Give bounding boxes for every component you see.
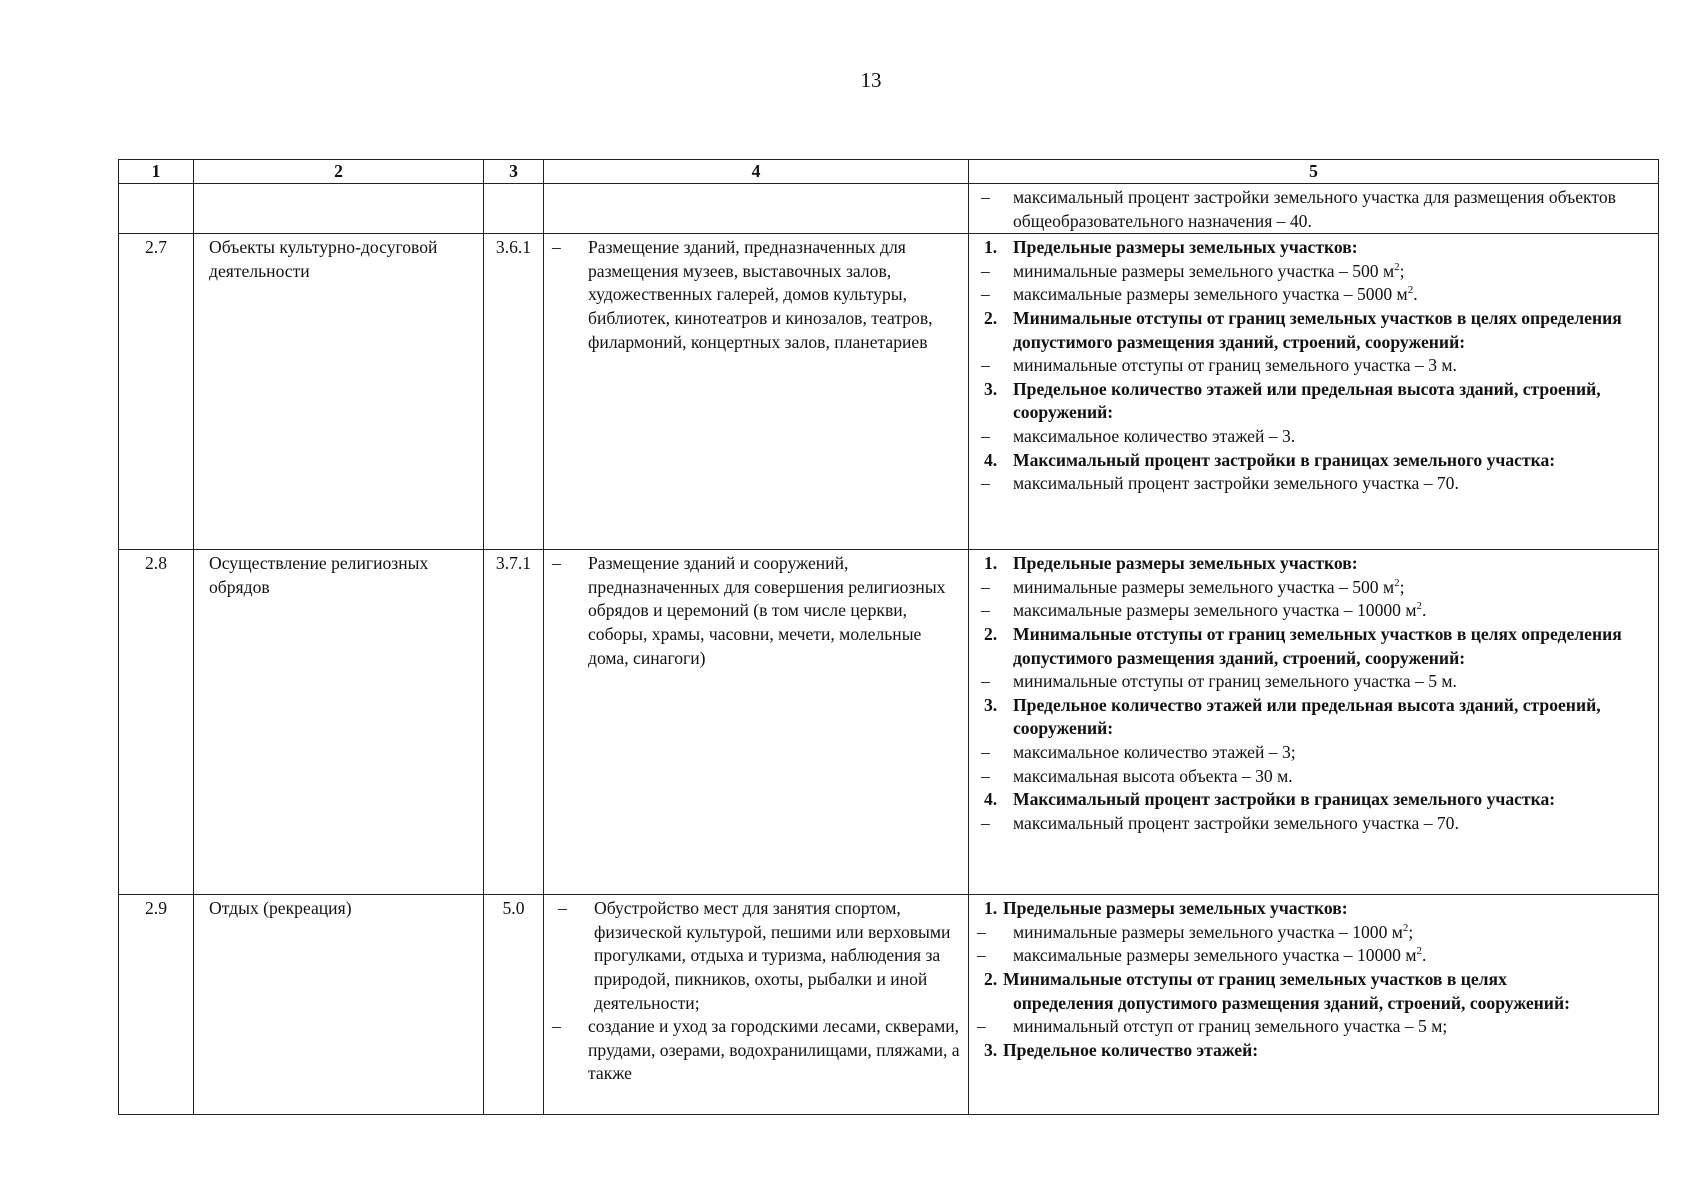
param-text-tail: . (1413, 284, 1418, 305)
param-line (969, 599, 1658, 623)
param-line (969, 670, 1658, 694)
param-line (969, 765, 1658, 789)
param-heading (969, 968, 1658, 1015)
param-text-main: максимальный процент застройки земельного участка – 70. (1013, 473, 1459, 494)
param-heading (969, 788, 1658, 812)
dash-marker: – (981, 741, 990, 762)
dash-marker: – (552, 1016, 561, 1037)
dash-marker: – (981, 425, 990, 446)
param-text (1013, 788, 1658, 812)
param-text-main: максимальные размеры земельного участка – 10000 м (1013, 945, 1417, 966)
param-heading (969, 236, 1658, 260)
use-description (544, 550, 969, 895)
param-line (969, 354, 1658, 378)
param-line (969, 944, 1658, 968)
param-text-main: Минимальные отступы от границ земельных участков в целях (1003, 968, 1507, 989)
param-text (1013, 425, 1658, 449)
dash-marker: – (981, 473, 990, 494)
dash-marker: – (981, 812, 990, 833)
param-text (1013, 236, 1658, 260)
param-heading (969, 623, 1658, 670)
param-text-main: Предельное количество этажей или предельная высота зданий, строений, сооружений: (1013, 378, 1601, 423)
param-text (1013, 670, 1658, 694)
use-description (544, 234, 969, 550)
param-text (1013, 741, 1658, 765)
param-text (1013, 694, 1658, 741)
header-col-4: 4 (544, 160, 969, 184)
section-number: 3. (984, 1039, 998, 1060)
param-text (1013, 260, 1658, 284)
dash-marker: – (981, 671, 990, 692)
param-text (1013, 765, 1658, 789)
unit-superscript: 2 (1416, 945, 1422, 958)
param-text-main: максимальные размеры земельного участка – 10000 м (1013, 600, 1417, 621)
param-text-main: максимальная высота объекта – 30 м. (1013, 765, 1293, 786)
dash-marker: – (977, 1016, 986, 1037)
param-text-main: Предельные размеры земельных участков: (1013, 237, 1358, 258)
use-name: Объекты культурно-досуговой деятельности (194, 234, 484, 550)
use-name: Осуществление религиозных обрядов (194, 550, 484, 895)
param-text-main: минимальные отступы от границ земельного участка – 5 м. (1013, 671, 1457, 692)
param-text (1003, 1039, 1658, 1063)
cont-cell-2 (194, 184, 484, 234)
unit-superscript: 2 (1394, 576, 1400, 589)
param-text (1013, 378, 1658, 425)
param-text-main: максимальное количество этажей – 3; (1013, 741, 1296, 762)
section-number: 2. (984, 307, 998, 328)
cont-params-cell (969, 184, 1659, 234)
description-text: создание и уход за городскими лесами, скверами, прудами, озерами, водохранилищами, пляжами, а также (588, 1016, 960, 1084)
param-text-main: Предельные размеры земельных участков: (1013, 553, 1358, 574)
use-parameters (969, 895, 1659, 1115)
description-item (544, 552, 968, 670)
description-item (544, 236, 968, 354)
use-code: 5.0 (484, 895, 544, 1115)
dash-marker: – (977, 945, 986, 966)
section-number: 2. (984, 968, 998, 989)
cont-cell-3 (484, 184, 544, 234)
param-text-main: Максимальный процент застройки в границах земельного участка: (1013, 449, 1556, 470)
param-text (1013, 812, 1658, 836)
param-text-main: Предельное количество этажей или предельная высота зданий, строений, сооружений: (1013, 694, 1601, 739)
param-text-main: минимальные размеры земельного участка – 500 м (1013, 576, 1395, 597)
table-row (119, 550, 1659, 895)
row-number: 2.7 (119, 234, 194, 550)
param-heading (969, 897, 1658, 921)
param-text-main: Предельное количество этажей: (1003, 1039, 1259, 1060)
continuation-row (119, 184, 1659, 234)
param-text-tail: ; (1399, 260, 1405, 281)
description-item (544, 897, 968, 1015)
dash-marker: – (981, 576, 990, 597)
description-text: Размещение зданий, предназначенных для размещения музеев, выставочных залов, художественных галерей, домов культуры, библиотек, кинотеатров и кинозалов, театров, филармоний, концертных залов, планетариев (588, 237, 933, 352)
table-row (119, 895, 1659, 1115)
param-line (969, 472, 1658, 496)
page-number: 13 (860, 68, 882, 92)
header-col-3: 3 (484, 160, 544, 184)
param-text (1013, 449, 1658, 473)
unit-superscript: 2 (1394, 260, 1400, 273)
row-number: 2.9 (119, 895, 194, 1115)
param-text (1013, 576, 1658, 600)
param-text (1003, 897, 1658, 921)
description-text: Размещение зданий и сооружений, предназначенных для совершения религиозных обрядов и церемоний (в том числе церкви, соборы, храмы, часовни, мечети, молельные дома, синагоги) (588, 553, 946, 668)
section-number: 3. (984, 694, 998, 715)
param-text (1013, 552, 1658, 576)
param-line (969, 283, 1658, 307)
cont-cell-1 (119, 184, 194, 234)
param-text-main: максимальные размеры земельного участка – 5000 м (1013, 284, 1408, 305)
param-heading (969, 1039, 1658, 1063)
row-number: 2.8 (119, 550, 194, 895)
param-line (969, 576, 1658, 600)
dash-marker: – (981, 600, 990, 621)
param-heading (969, 307, 1658, 354)
dash-marker: – (977, 921, 986, 942)
header-row (119, 160, 1659, 184)
param-text-tail: ; (1399, 576, 1405, 597)
param-text (1013, 623, 1658, 670)
dash-marker: – (552, 237, 561, 258)
dash-marker: – (981, 187, 990, 207)
param-text-main: Предельные размеры земельных участков: (1003, 898, 1348, 919)
param-text-main: минимальные отступы от границ земельного участка – 3 м. (1013, 355, 1457, 376)
param-line (969, 812, 1658, 836)
param-text-tail: . (1422, 600, 1427, 621)
param-text-main: минимальные размеры земельного участка – 1000 м (1013, 921, 1403, 942)
section-number: 4. (984, 449, 998, 470)
param-text (1003, 968, 1658, 1015)
dash-marker: – (558, 898, 567, 919)
param-text (1013, 283, 1658, 307)
cont-cell-4 (544, 184, 969, 234)
param-text (1013, 599, 1658, 623)
use-name: Отдых (рекреация) (194, 895, 484, 1115)
section-number: 1. (984, 237, 998, 258)
zoning-regulations-table (118, 159, 1659, 1115)
param-text (1013, 472, 1658, 496)
param-text-main: минимальные размеры земельного участка – 500 м (1013, 260, 1395, 281)
param-heading (969, 694, 1658, 741)
param-text-continuation: определения допустимого размещения зданий, строений, сооружений: (1013, 992, 1570, 1013)
param-text-main: Минимальные отступы от границ земельных участков в целях определения допустимого размещения зданий, строений, сооружений: (1013, 307, 1622, 352)
param-text-main: максимальный процент застройки земельного участка – 70. (1013, 812, 1459, 833)
section-number: 4. (984, 789, 998, 810)
param-line (969, 186, 1658, 233)
description-item (544, 1015, 968, 1086)
use-code: 3.6.1 (484, 234, 544, 550)
section-number: 1. (984, 553, 998, 574)
param-text-main: минимальный отступ от границ земельного участка – 5 м; (1013, 1016, 1448, 1037)
param-text (1013, 944, 1658, 968)
section-number: 1. (984, 898, 998, 919)
param-text-main: Минимальные отступы от границ земельных участков в целях определения допустимого размещения зданий, строений, сооружений: (1013, 623, 1622, 668)
header-col-5: 5 (969, 160, 1659, 184)
param-line (969, 1015, 1658, 1039)
description-text: Обустройство мест для занятия спортом, физической культурой, пешими или верховыми прогулками, отдыха и туризма, наблюдения за природой, пикников, охоты, рыбалки и иной деятельности; (594, 898, 951, 1013)
unit-superscript: 2 (1416, 600, 1422, 613)
dash-marker: – (981, 765, 990, 786)
table-row (119, 234, 1659, 550)
param-heading (969, 378, 1658, 425)
param-text: максимальный процент застройки земельного участка для размещения объектов общеобразовательного назначения – 40. (1013, 187, 1616, 231)
param-heading (969, 552, 1658, 576)
param-line (969, 425, 1658, 449)
use-description (544, 895, 969, 1115)
param-text-tail: ; (1408, 921, 1414, 942)
param-text (1013, 354, 1658, 378)
section-number: 3. (984, 378, 998, 399)
param-text (1013, 921, 1658, 945)
param-line (969, 741, 1658, 765)
param-text (1013, 307, 1658, 354)
use-parameters (969, 234, 1659, 550)
dash-marker: – (981, 284, 990, 305)
param-line (969, 921, 1658, 945)
dash-marker: – (981, 355, 990, 376)
use-parameters (969, 550, 1659, 895)
param-text-main: максимальное количество этажей – 3. (1013, 425, 1296, 446)
param-line (969, 260, 1658, 284)
dash-marker: – (981, 260, 990, 281)
param-heading (969, 449, 1658, 473)
use-code: 3.7.1 (484, 550, 544, 895)
section-number: 2. (984, 623, 998, 644)
unit-superscript: 2 (1402, 921, 1409, 934)
header-col-2: 2 (194, 160, 484, 184)
dash-marker: – (552, 553, 561, 574)
param-text-tail: . (1422, 945, 1427, 966)
param-text (1013, 1015, 1658, 1039)
unit-superscript: 2 (1407, 284, 1414, 297)
header-col-1: 1 (119, 160, 194, 184)
param-text-main: Максимальный процент застройки в границах земельного участка: (1013, 789, 1556, 810)
